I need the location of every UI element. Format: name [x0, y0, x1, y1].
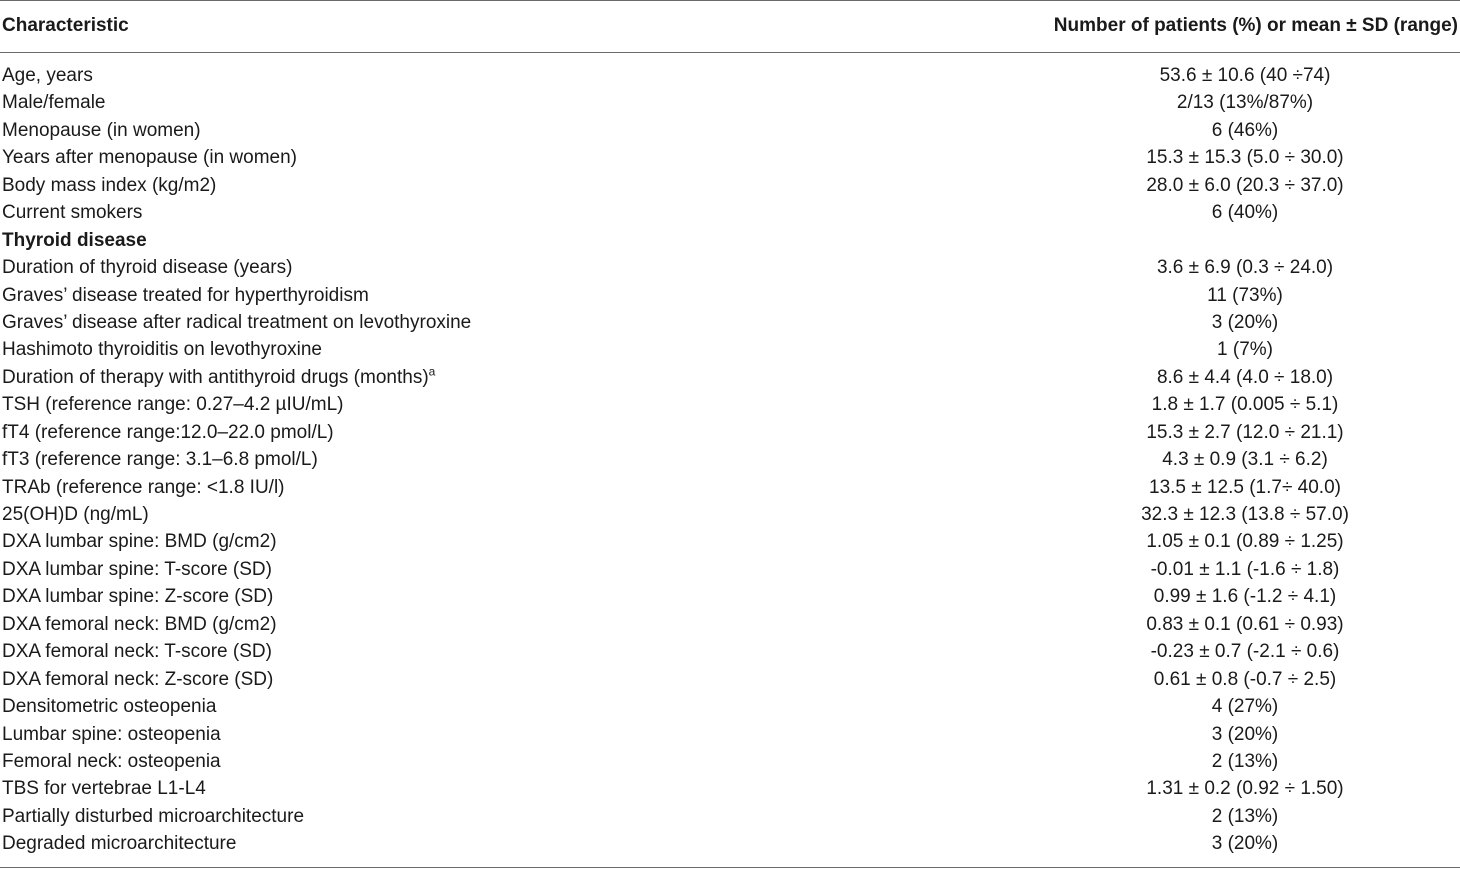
row-label-text: DXA femoral neck: BMD (g/cm2)	[2, 613, 277, 635]
row-label-text: Years after menopause (in women)	[2, 147, 298, 169]
row-label-text: Age, years	[2, 65, 93, 86]
table-row	[0, 638, 1460, 665]
row-value: 28.0 ± 6.0 (20.3 ÷ 37.0)	[1146, 174, 1344, 196]
row-label	[2, 528, 277, 555]
row-value: 0.83 ± 0.1 (0.61 ÷ 0.93)	[1146, 613, 1344, 635]
table-row	[0, 254, 1460, 281]
row-label-text: TBS for vertebrae L1-L4	[2, 778, 206, 800]
table-row	[0, 89, 1460, 116]
row-label-text: DXA femoral neck: Z-score (SD)	[2, 668, 274, 690]
row-label	[2, 446, 318, 473]
row-value: 2/13 (13%/87%)	[1176, 92, 1314, 114]
row-label	[2, 666, 273, 693]
row-value: 3 (20%)	[1211, 723, 1279, 745]
row-value: 3 (20%)	[1211, 833, 1279, 855]
row-value: -0.01 ± 1.1 (-1.6 ÷ 1.8)	[1150, 558, 1340, 580]
row-label-text: Current smokers	[2, 202, 143, 224]
table-row	[0, 501, 1460, 528]
table-row	[0, 583, 1460, 610]
row-label-text: fT3 (reference range: 3.1–6.8 pmol/L)	[2, 449, 318, 471]
row-label-text: Duration of thyroid disease (years)	[2, 257, 293, 279]
row-label	[2, 419, 334, 446]
row-label	[2, 282, 369, 309]
row-label-text: DXA lumbar spine: Z-score (SD)	[2, 586, 274, 608]
row-label	[2, 254, 292, 281]
table-row	[0, 117, 1460, 144]
row-label-text: Body mass index (kg/m2)	[2, 174, 217, 196]
row-label-text: DXA femoral neck: T-score (SD)	[2, 641, 272, 663]
row-label-text: Duration of therapy with antithyroid drugs (months)	[2, 366, 429, 388]
row-label-text: 25(OH)D (ng/mL)	[2, 504, 149, 525]
table-row	[0, 364, 1460, 391]
row-label	[2, 364, 435, 391]
row-value: 3.6 ± 6.9 (0.3 ÷ 24.0)	[1156, 257, 1334, 279]
row-value: 13.5 ± 12.5 (1.7÷ 40.0)	[1149, 476, 1341, 498]
row-value: 2 (13%)	[1211, 805, 1279, 827]
row-label	[2, 144, 297, 171]
row-label-text: TSH (reference range: 0.27–4.2 µIU/mL)	[2, 394, 344, 416]
row-value: -0.23 ± 0.7 (-2.1 ÷ 0.6)	[1150, 641, 1340, 663]
row-value: 15.3 ± 2.7 (12.0 ÷ 21.1)	[1146, 421, 1344, 443]
row-value: 8.6 ± 4.4 (4.0 ÷ 18.0)	[1156, 366, 1334, 388]
table-row	[0, 556, 1460, 583]
row-label	[2, 199, 142, 226]
row-label-text: Lumbar spine: osteopenia	[2, 723, 221, 745]
table-body	[0, 62, 1460, 858]
row-label	[2, 721, 221, 748]
row-label	[2, 803, 304, 830]
table-header	[0, 0, 1460, 52]
row-value: 4 (27%)	[1211, 696, 1279, 718]
row-label	[2, 501, 149, 528]
row-value: 4.3 ± 0.9 (3.1 ÷ 6.2)	[1162, 449, 1328, 471]
table-row	[0, 62, 1460, 89]
table-row	[0, 830, 1460, 857]
row-value: 32.3 ± 12.3 (13.8 ÷ 57.0)	[1141, 504, 1349, 525]
row-label-text: fT4 (reference range:12.0–22.0 pmol/L)	[2, 421, 334, 443]
row-label-text: Graves’ disease treated for hyperthyroidism	[2, 284, 369, 306]
row-label	[2, 775, 206, 802]
row-label-text: Hashimoto thyroiditis on levothyroxine	[2, 339, 322, 361]
row-label-text: Partially disturbed microarchitecture	[2, 805, 305, 827]
row-value: 6 (40%)	[1211, 202, 1279, 224]
row-value: 6 (46%)	[1211, 119, 1279, 141]
row-label	[2, 89, 106, 116]
row-label	[2, 556, 272, 583]
row-value: 11 (73%)	[1207, 284, 1283, 306]
row-label	[2, 830, 236, 857]
table-row	[0, 528, 1460, 555]
table-row	[0, 775, 1460, 802]
row-value: 1.05 ± 0.1 (0.89 ÷ 1.25)	[1146, 531, 1344, 553]
table-row	[0, 144, 1460, 171]
row-value: 15.3 ± 15.3 (5.0 ÷ 30.0)	[1146, 147, 1344, 169]
row-label	[2, 474, 285, 501]
row-label-text: DXA lumbar spine: BMD (g/cm2)	[2, 531, 277, 553]
row-value: 2 (13%)	[1211, 750, 1279, 772]
row-value: 0.61 ± 0.8 (-0.7 ÷ 2.5)	[1153, 668, 1337, 690]
table-row	[0, 446, 1460, 473]
table-row	[0, 282, 1460, 309]
table-row	[0, 199, 1460, 226]
row-label	[2, 638, 272, 665]
row-label	[2, 309, 471, 336]
table-row	[0, 419, 1460, 446]
row-value: 1.31 ± 0.2 (0.92 ÷ 1.50)	[1146, 778, 1344, 800]
row-label-text: Thyroid disease	[2, 229, 147, 251]
row-value: 3 (20%)	[1211, 311, 1279, 333]
row-label-text: Graves’ disease after radical treatment on levothyroxine	[2, 311, 472, 333]
table-header-rule	[0, 52, 1460, 53]
header-characteristic: Characteristic	[2, 15, 129, 36]
row-value: 0.99 ± 1.6 (-1.2 ÷ 4.1)	[1153, 586, 1337, 608]
table-row	[0, 748, 1460, 775]
row-value: 53.6 ± 10.6 (40 ÷74)	[1159, 65, 1331, 86]
section-heading	[2, 227, 147, 254]
table-row	[0, 172, 1460, 199]
row-label	[2, 693, 216, 720]
row-label	[2, 391, 344, 418]
table-bottom-rule	[0, 867, 1460, 868]
row-label	[2, 336, 322, 363]
table-row	[0, 474, 1460, 501]
row-label-text: DXA lumbar spine: T-score (SD)	[2, 558, 272, 580]
header-value: Number of patients (%) or mean ± SD (range)	[1053, 15, 1458, 36]
row-label-text: TRAb (reference range: <1.8 IU/l)	[2, 476, 285, 498]
table-row	[0, 803, 1460, 830]
table-row	[0, 309, 1460, 336]
row-value: 1 (7%)	[1217, 339, 1273, 361]
row-value: 1.8 ± 1.7 (0.005 ÷ 5.1)	[1151, 394, 1339, 416]
table-row	[0, 391, 1460, 418]
row-label	[2, 611, 277, 638]
section-heading-row	[0, 227, 1460, 254]
row-label	[2, 117, 201, 144]
row-label	[2, 172, 216, 199]
row-label-text: Male/female	[2, 92, 106, 114]
row-label-text: Femoral neck: osteopenia	[2, 750, 221, 772]
table-row	[0, 721, 1460, 748]
footnote-marker: a	[428, 364, 436, 379]
row-label	[2, 62, 93, 89]
row-label-text: Densitometric osteopenia	[2, 696, 217, 718]
row-label	[2, 583, 273, 610]
row-label	[2, 748, 221, 775]
row-label-text: Menopause (in women)	[2, 119, 201, 141]
table-row	[0, 693, 1460, 720]
row-label-text: Degraded microarchitecture	[2, 833, 237, 855]
table-row	[0, 666, 1460, 693]
table-row	[0, 611, 1460, 638]
table-row	[0, 336, 1460, 363]
